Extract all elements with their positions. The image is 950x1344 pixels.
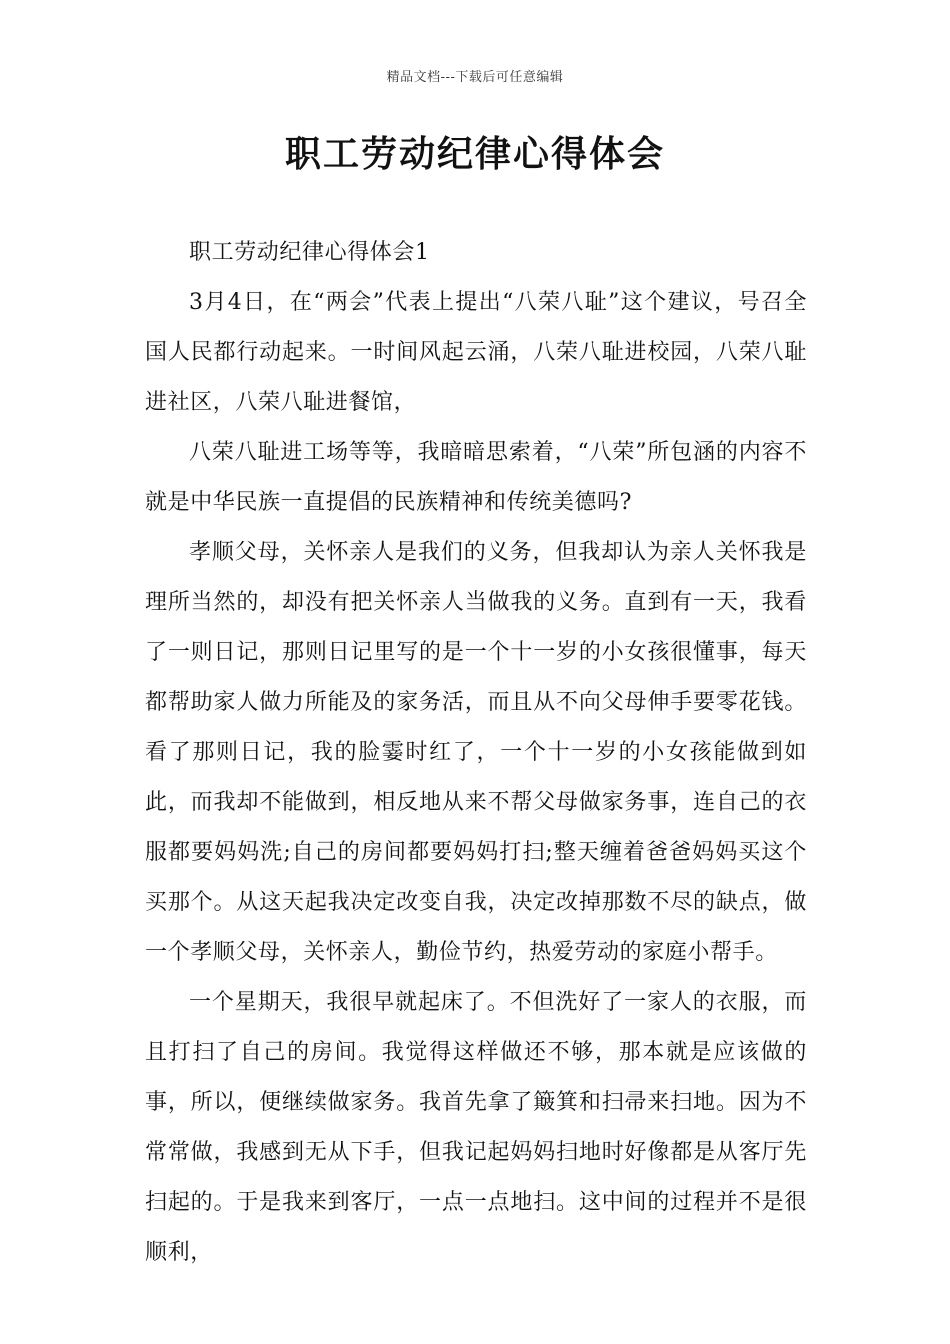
paragraph: 孝顺父母，关怀亲人是我们的义务，但我却认为亲人关怀我是理所当然的，却没有把关怀亲人当做我的义务。直到有一天，我看了一则日记，那则日记里写的是一个十一岁的小女孩很懂事，每天都帮助家人做力所能及的家务活，而且从不向父母伸手要零花钱。看了那则日记，我的脸霎时红了，一个十一岁的小女孩能做到如此，而我却不能做到，相反地从来不帮父母做家务事，连自己的衣服都要妈妈洗;自己的房间都要妈妈打扫;整天缠着爸爸妈妈买这个买那个。从这天起我决定改变自我，决定改掉那数不尽的缺点，做一个孝顺父母，关怀亲人，勤俭节约，热爱劳动的家庭小帮手。 [145, 540, 807, 965]
paragraph: 一个星期天，我很早就起床了。不但洗好了一家人的衣服，而且打扫了自己的房间。我觉得这样做还不够，那本就是应该做的事，所以，便继续做家务。我首先拿了簸箕和扫帚来扫地。因为不常常做，我感到无从下手，但我记起妈妈扫地时好像都是从客厅先扫起的。于是我来到客厅，一点一点地扫。这中间的过程并不是很顺利， [145, 990, 807, 1265]
paragraph: 八荣八耻进工场等等，我暗暗思索着，“八荣”所包涵的内容不就是中华民族一直提倡的民族精神和传统美德吗? [145, 440, 807, 515]
paragraph: 职工劳动纪律心得体会1 [189, 240, 430, 265]
header-note: 精品文档---下载后可任意编辑 [386, 70, 564, 85]
paragraph: 3月4日，在“两会”代表上提出“八荣八耻”这个建议，号召全国人民都行动起来。一时间风起云涌，八荣八耻进校园，八荣八耻进社区，八荣八耻进餐馆， [145, 290, 807, 415]
document-title: 职工劳动纪律心得体会 [284, 133, 665, 175]
document-body [145, 228, 807, 1278]
